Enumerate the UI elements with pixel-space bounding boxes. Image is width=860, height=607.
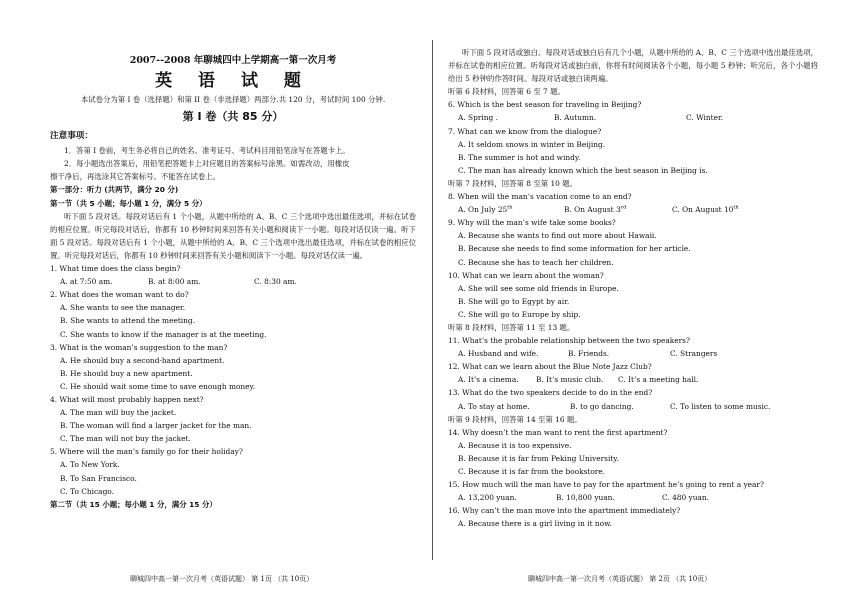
question-3: 3. What is the woman’s suggestion to the man? [50, 342, 228, 352]
option-b: B. The woman will find a larger jacket for the man. [60, 421, 252, 431]
question-16: 16. Why can’t the man move into the apartment immediately? [448, 506, 681, 516]
option-c: C. She will go to Europe by ship. [458, 309, 581, 319]
material-8-heading: 听第 8 段材料，回答第 11 至 13 题。 [448, 322, 575, 332]
exam-header: 2007--2008 年聊城四中上学期高一第一次月考 [129, 55, 337, 66]
question-12: 12. What can we learn about the Blue Note Jazz Club? [448, 362, 652, 372]
option-a: A. He should buy a second-hand apartment. [60, 355, 225, 365]
option-c: C. The man will not buy the jacket. [60, 434, 191, 444]
option-c-text: C. On August 10 [672, 205, 734, 215]
option-c-suffix: th [733, 204, 739, 211]
question-12-options [448, 373, 818, 386]
section-2-instructions: 听下面 5 段对话或独白。每段对话或独白后有几个小题，从题中所给的 A、B、C 三个选项中选出最佳选项，并标在试卷的相应位置。听每段对话或独白前，你将有时间阅读各个小题，每小题 5 秒钟；听完后，各个小题将给出 5 秒钟的作答时间。每段对话或独白读两遍。 [448, 48, 818, 84]
option-a: A. She wants to see the manager. [60, 303, 186, 313]
option-c: C. 8:30 am. [254, 277, 297, 287]
option-a [458, 203, 564, 216]
option-b: B. at 8:00 am. [148, 277, 201, 287]
option-c: C. Because she has to teach her children. [458, 257, 614, 267]
question-13: 13. What do the two speakers decide to do in the end? [448, 388, 653, 398]
notice-title: 注意事项： [50, 131, 93, 142]
notice-item-2: 2．每小题选出答案后，用铅笔把答题卡上对应题目的答案标号涂黑。如需改动，用橡皮 [64, 159, 350, 169]
option-c: C. It’s a meeting hall. [618, 375, 699, 385]
question-6: 6. Which is the best season for traveling in Beijing? [448, 100, 642, 110]
notice-item-2-cont: 擦干净后，再选涂其它答案标号。不能答在试卷上。 [50, 172, 220, 182]
section-2-title: 第二节（共 15 小题；每小题 1 分，满分 15 分） [50, 499, 217, 509]
option-b [564, 203, 672, 216]
exam-intro: 本试卷分为第 I 卷（选择题）和第 II 卷（非选择题）两部分.共 120 分，考试时间 100 分钟. [80, 95, 386, 105]
option-c: C. To listen to some music. [670, 401, 771, 411]
option-b-suffix: rd [620, 204, 627, 211]
option-b: B. Because it is far from Peking University. [458, 453, 619, 463]
option-c: C. The man has already known which the best season in Beijing is. [458, 165, 708, 175]
question-15: 15. How much will the man have to pay for the apartment he’s going to rent a year? [448, 480, 764, 490]
volume-title: 第 I 卷（共 85 分） [182, 110, 284, 124]
page-2-footer: 聊城四中高一第一次月考（英语试题） 第 2页 （共 10页） [528, 575, 712, 583]
question-7: 7. What can we know from the dialogue? [448, 126, 602, 136]
question-9: 9. Why will the man’s wife take some books? [448, 218, 616, 228]
question-10: 10. What can we learn about the woman? [448, 270, 604, 280]
option-a: A. She will see some old friends in Europe. [458, 283, 619, 293]
option-c: C. Because it is far from the bookstore. [458, 467, 606, 476]
question-1: 1. What time does the class begin? [50, 264, 181, 274]
option-c [672, 203, 739, 216]
option-b: B. to go dancing. [570, 401, 634, 411]
question-4: 4. What will most probably happen next? [50, 394, 204, 404]
question-15-options [448, 491, 818, 504]
question-6-options [448, 111, 818, 124]
notice-item-1: 1．答第 I 卷前，考生务必将自己的姓名、准考证号、考试科目用铅笔涂写在答题卡上。 [64, 146, 350, 156]
option-b: B. Friends. [568, 349, 610, 359]
question-5: 5. Where will the man’s family go for their holiday? [50, 447, 243, 457]
question-11-options [448, 347, 818, 360]
material-9-heading: 听第 9 段材料，回答第 14 至第 16 题。 [448, 414, 582, 424]
option-c: C. Winter. [686, 113, 724, 123]
option-a: A. at 7:50 am. [60, 277, 113, 287]
option-c: C. She wants to know if the manager is at the meeting. [60, 329, 267, 339]
option-a: A. Spring . [458, 113, 498, 123]
option-b: B. Autumn. [554, 113, 597, 123]
option-b: B. The summer is hot and windy. [458, 152, 581, 162]
question-2: 2. What does the woman want to do? [50, 290, 189, 300]
page-2 [448, 46, 818, 530]
option-c: C. To Chicago. [60, 486, 114, 496]
option-a: A. Because she wants to find out more about Hawaii. [458, 231, 657, 241]
exam-title: 英 语 试 题 [155, 71, 311, 92]
material-6-heading: 听第 6 段材料，回答第 6 至 7 题。 [448, 87, 565, 97]
option-a: A. The man will buy the jacket. [60, 408, 177, 418]
option-b: B. She will go to Egypt by air. [458, 296, 570, 306]
option-b-text: B. On August 3 [564, 205, 621, 215]
option-a: A. It seldom snows in winter in Beijing. [458, 139, 606, 149]
option-c: C. He should wait some time to save enough money. [60, 381, 256, 391]
option-b: B. He should buy a new apartment. [60, 368, 193, 378]
option-a: A. To New York. [60, 460, 120, 470]
question-8: 8. When will the man’s vacation come to an end? [448, 192, 632, 202]
option-c: C. 480 yuan. [662, 493, 709, 503]
page-divider [432, 40, 433, 560]
section-1-title: 第一节（共 5 小题；每小题 1 分，满分 5 分） [50, 198, 207, 208]
option-a: A. To stay at home. [458, 401, 530, 411]
option-a-suffix: th [507, 204, 513, 211]
option-a-text: A. On July 25 [458, 205, 508, 215]
page-1-footer: 聊城四中高一第一次月考（英语试题） 第 1页 （共 10页） [130, 575, 314, 583]
option-b: B. Because she needs to find some information for her article. [458, 244, 691, 254]
option-a: A. It’s a cinema. [458, 375, 519, 385]
question-8-options [448, 203, 818, 216]
option-a: A. 13,200 yuan. [458, 493, 517, 503]
option-b: B. 10,800 yuan. [556, 493, 615, 503]
option-b: B. It’s music club. [536, 375, 604, 385]
option-a: A. Husband and wife. [458, 349, 539, 359]
question-14: 14. Why doesn’t the man want to rent the first apartment? [448, 427, 668, 437]
page-1 [50, 46, 416, 511]
question-1-options [50, 275, 416, 288]
option-a: A. Because there is a girl living in it now. [458, 519, 612, 529]
option-b: B. To San Francisco. [60, 473, 137, 483]
option-c: C. Strangers [670, 349, 718, 359]
question-11: 11. What’s the probable relationship between the two speakers? [448, 336, 690, 346]
question-13-options [448, 400, 818, 413]
option-a: A. Because it is too expensive. [458, 440, 572, 450]
part-1-title: 第一部分：听力 (共两节，满分 20 分) [50, 185, 179, 195]
section-1-instructions: 听下面 5 段对话。每段对话后有 1 个小题，从题中所给的 A、B、C 三个选项中选出最佳选项，并标在试卷的相应位置。听完每段对话后，你都有 10 秒钟时间来回答有关小题和阅读下一小题。每段对话仅读一遍。听下面 5 段对话。每段对话后有 1 个小题，从题中所给的 A、B、C 三个选项中选出最佳选项，并标在试卷的相应位置。听完每段对话后，你都有 10 秒钟时间来回答有关小题和阅读下一小题。每段对话仅读一遍。 [50, 211, 416, 260]
material-7-heading: 听第 7 段材料，回答第 8 至第 10 题。 [448, 178, 577, 188]
option-b: B. She wants to attend the meeting. [60, 316, 195, 326]
